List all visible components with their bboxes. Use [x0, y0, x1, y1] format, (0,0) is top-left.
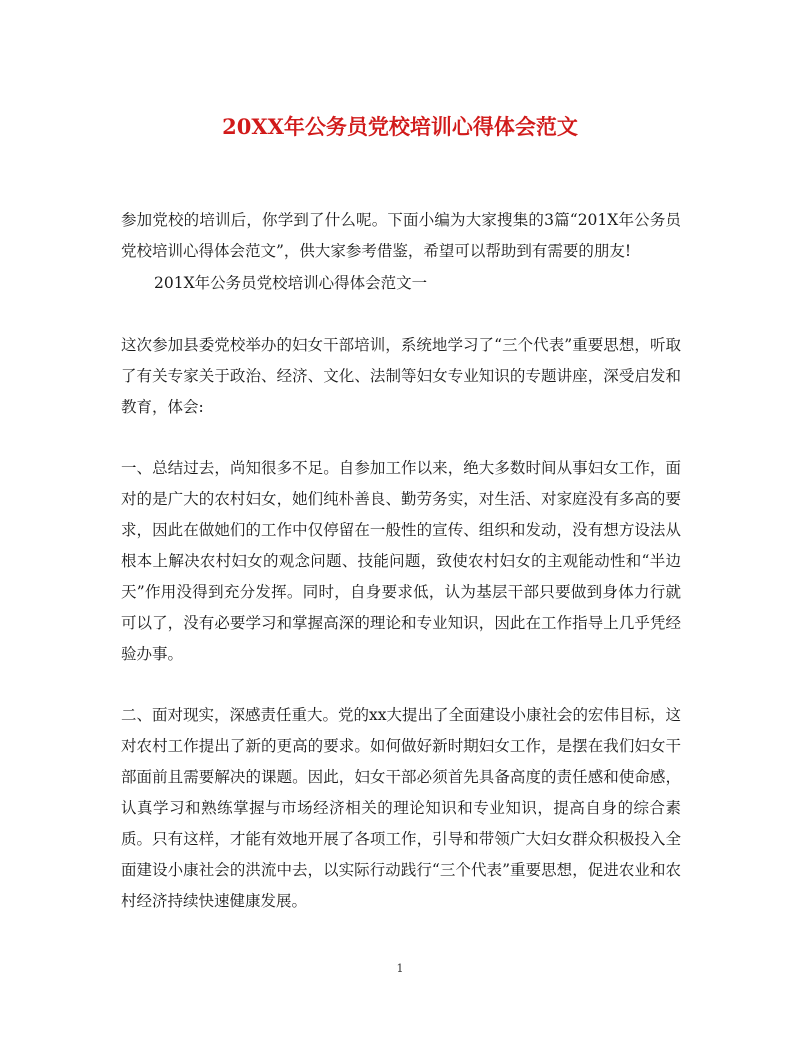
body-paragraph-2: 一、总结过去，尚知很多不足。自参加工作以来，绝大多数时间从事妇女工作，面对的是广大的农村妇女，她们纯朴善良、勤劳务实，对生活、对家庭没有多高的要求，因此在做她们的工作中仅停留在一般性的宣传、组织和发动，没有想方设法从根本上解决农村妇女的观念问题、技能问题，致使农村妇女的主观能动性和“半边天”作用没得到充分发挥。同时，自身要求低，认为基层干部只要做到身体力行就可以了，没有必要学习和掌握高深的理论和专业知识，因此在工作指导上几乎凭经验办事。: [121, 459, 681, 663]
section-subtitle: 201X年公务员党校培训心得体会范文一: [154, 274, 428, 292]
intro-paragraph: 参加党校的培训后，你学到了什么呢。下面小编为大家搜集的3篇“201X年公务员党校培训心得体会范文”，供大家参考借鉴，希望可以帮助到有需要的朋友!: [121, 211, 681, 260]
body-paragraph-1: 这次参加县委党校举办的妇女干部培训，系统地学习了“三个代表”重要思想，听取了有关专家关于政治、经济、文化、法制等妇女专业知识的专题讲座，深受启发和教育，体会:: [121, 336, 681, 416]
document-title: 20XX年公务员党校培训心得体会范文: [222, 114, 578, 139]
body-paragraph-3: 二、面对现实，深感责任重大。党的xx大提出了全面建设小康社会的宏伟目标，这对农村工作提出了新的更高的要求。如何做好新时期妇女工作，是摆在我们妇女干部面前且需要解决的课题。因此，妇女干部必须首先具备高度的责任感和使命感，认真学习和熟练掌握与市场经济相关的理论知识和专业知识，提高自身的综合素质。只有这样，才能有效地开展了各项工作，引导和带领广大妇女群众积极投入全面建设小康社会的洪流中去，以实际行动践行“三个代表”重要思想，促进农业和农村经济持续快速健康发展。: [121, 706, 681, 910]
page-number: 1: [396, 962, 404, 975]
